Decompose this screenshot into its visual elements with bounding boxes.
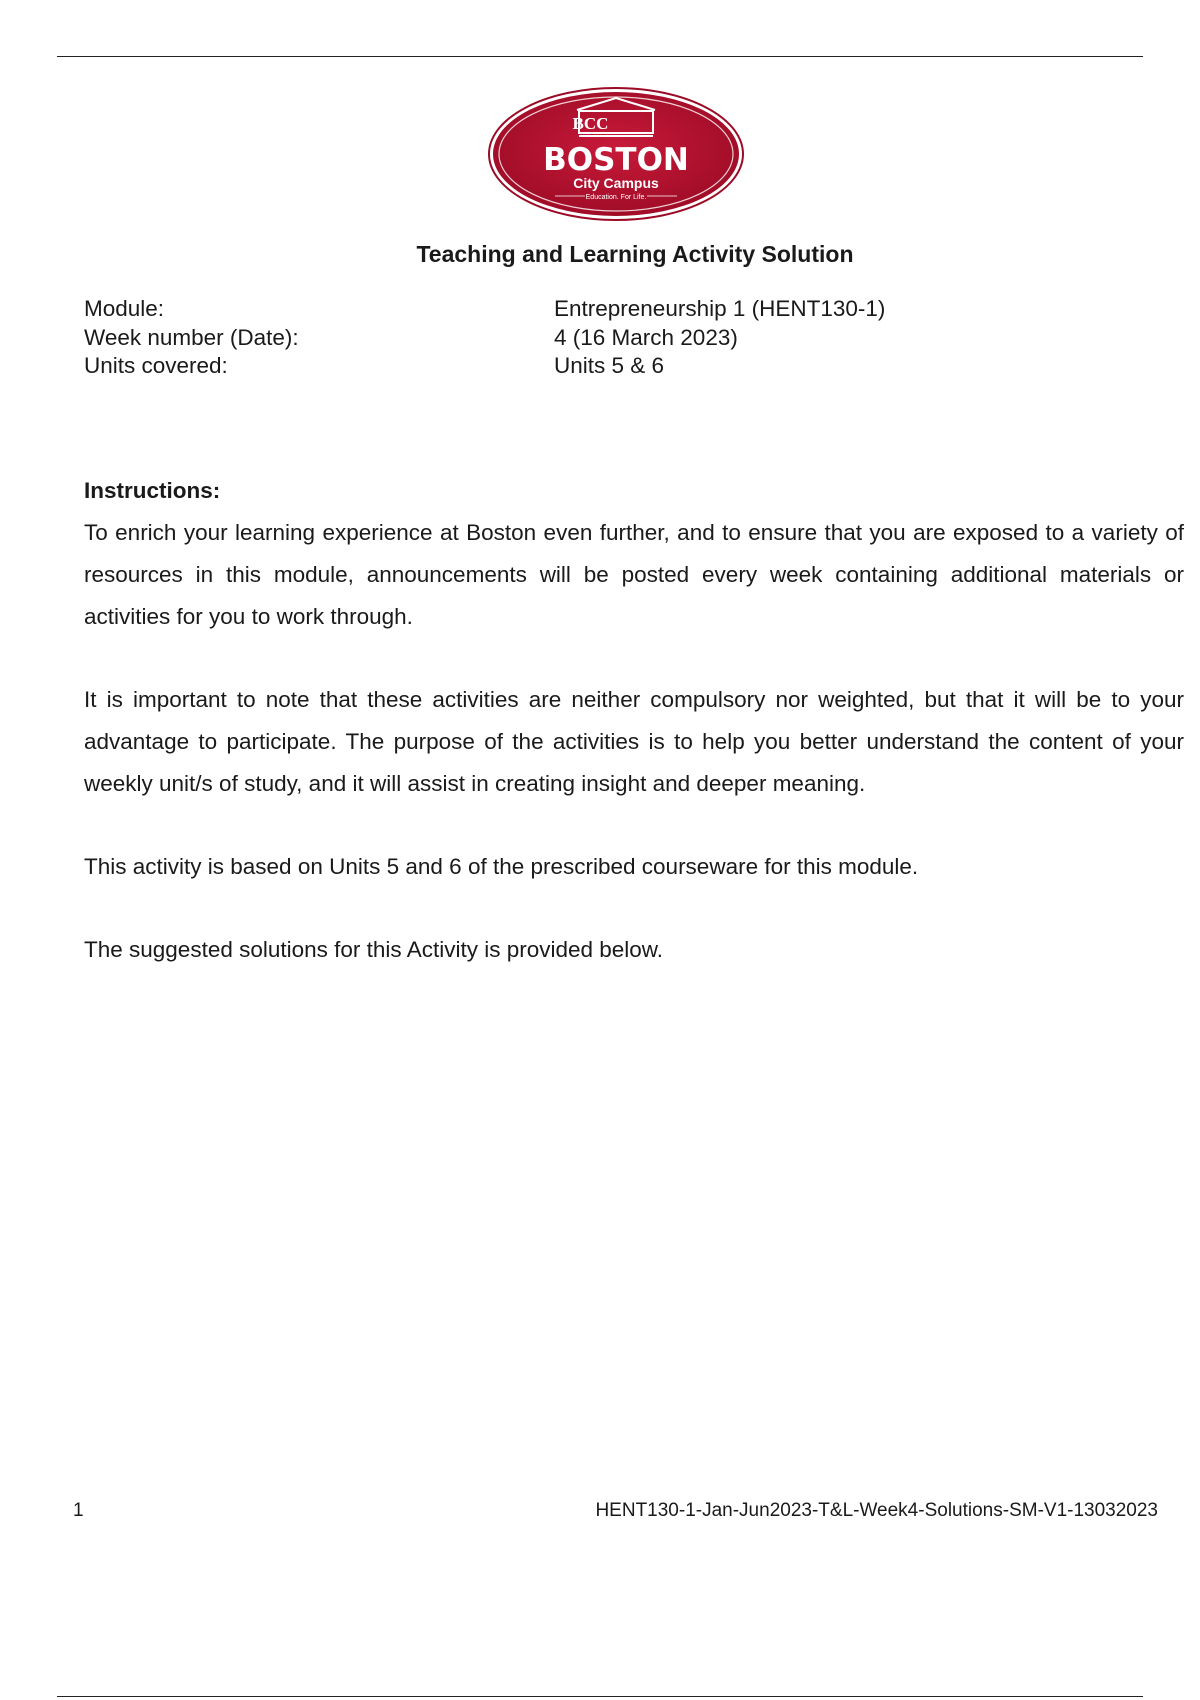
- module-row: [84, 295, 885, 324]
- units-row: [84, 352, 885, 381]
- instructions-paragraph: To enrich your learning experience at Boston even further, and to ensure that you are exposed to a variety of resources in this module, announcements will be posted every week containing additional materials or activities for you to work through.: [84, 520, 1184, 629]
- module-details: [84, 295, 885, 381]
- module-label: Module:: [84, 296, 165, 321]
- instructions-paragraph: This activity is based on Units 5 and 6 of the prescribed courseware for this module.: [84, 854, 919, 879]
- boston-city-campus-logo: [487, 86, 745, 222]
- page-number: 1: [73, 1500, 84, 1521]
- bottom-divider: [57, 1696, 1143, 1697]
- logo-subtitle: City Campus: [573, 175, 659, 191]
- instructions-heading: Instructions:: [84, 478, 221, 503]
- instructions-paragraph: It is important to note that these activities are neither compulsory nor weighted, but that it will be to your advantage to participate. The purpose of the activities is to help you better understand the content of your weekly unit/s of study, and it will assist in creating insight and deeper meaning.: [84, 687, 1184, 796]
- logo-tagline: Education. For Life.: [585, 194, 647, 201]
- logo-initials: BCC: [572, 114, 609, 133]
- module-value: Entrepreneurship 1 (HENT130-1): [554, 296, 886, 321]
- logo-name: BOSTON: [543, 142, 689, 178]
- instructions-section: [84, 476, 1184, 1012]
- instructions-paragraph: The suggested solutions for this Activity is provided below.: [84, 937, 664, 962]
- week-row: [84, 324, 885, 353]
- document-code: HENT130-1-Jan-Jun2023-T&L-Week4-Solutions-SM-V1-13032023: [595, 1500, 1158, 1521]
- document-title: Teaching and Learning Activity Solution: [416, 241, 854, 267]
- week-label: Week number (Date):: [84, 324, 299, 350]
- units-label: Units covered:: [84, 353, 228, 378]
- top-divider: [57, 56, 1143, 57]
- units-value: Units 5 & 6: [554, 353, 665, 378]
- week-value: 4 (16 March 2023): [554, 324, 738, 350]
